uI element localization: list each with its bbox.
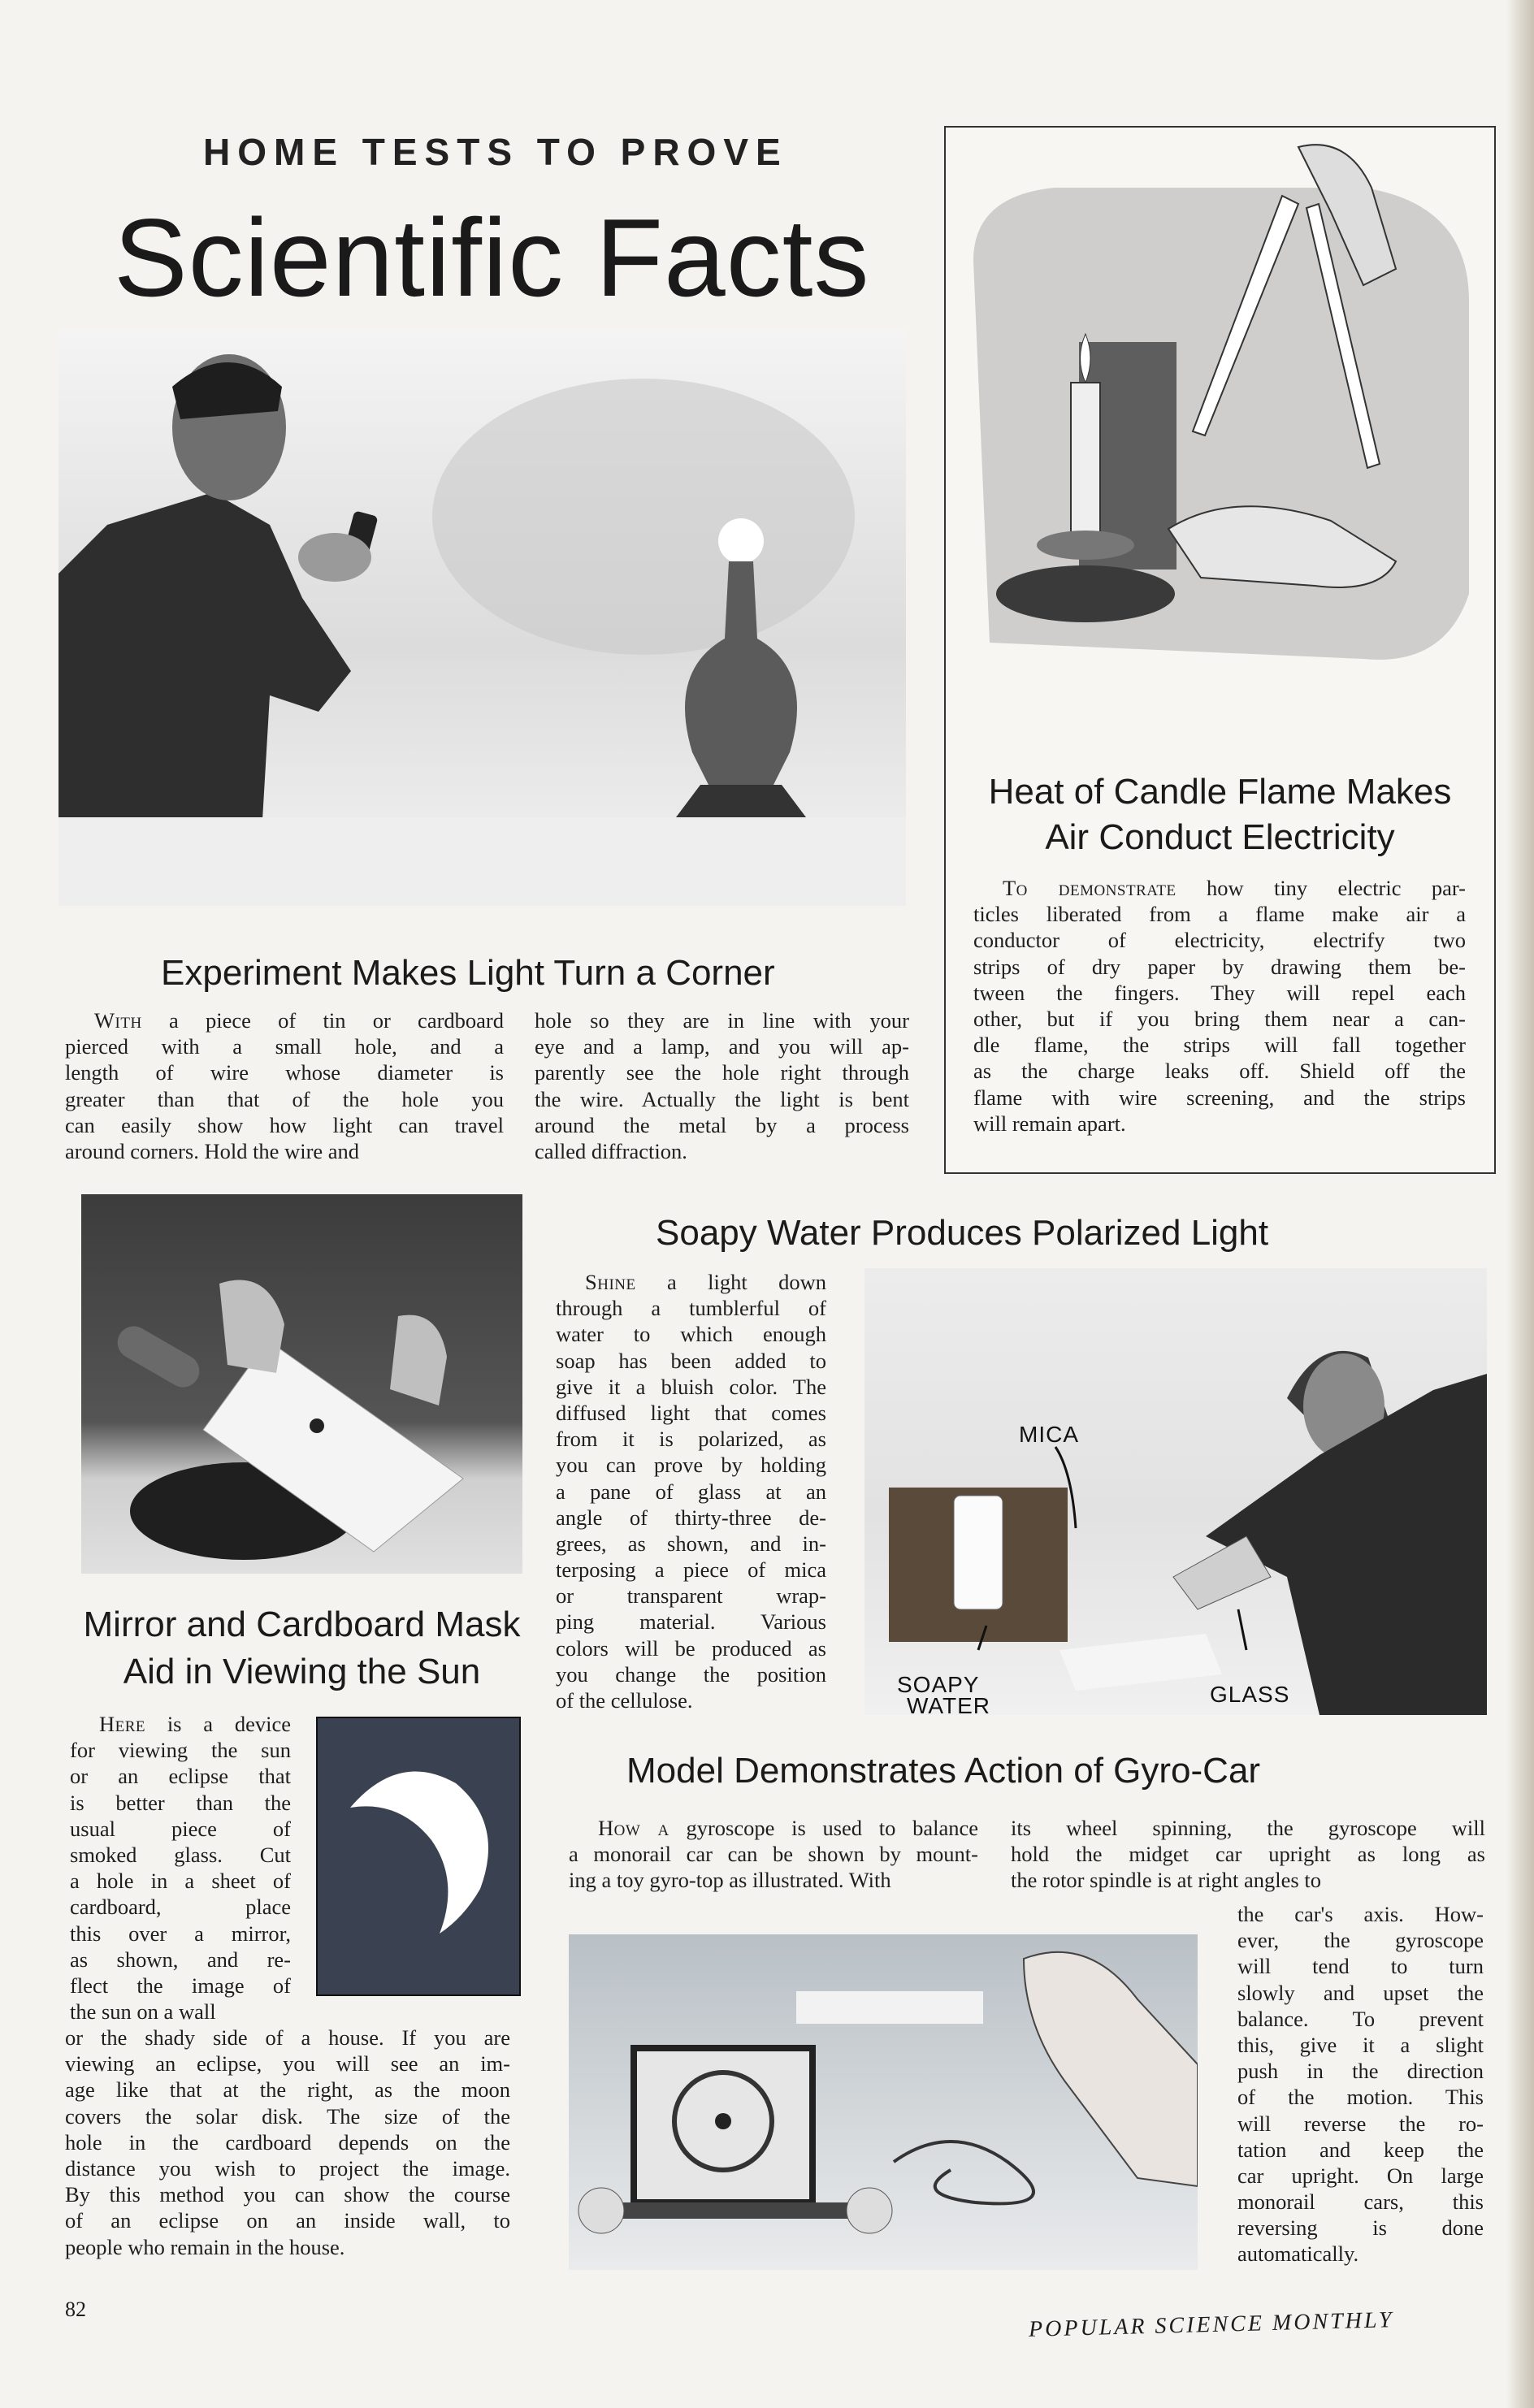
line-text: ing a toy gyro-top as illustrated. With [569,1868,891,1893]
label-soapy-water-2: WATER [907,1693,990,1715]
line-text: balance. To prevent [1237,2006,1484,2031]
lead-words: Here [99,1712,146,1736]
man-lamp-illustration [58,330,906,906]
text-line [973,875,1466,901]
line-text: hole so they are in line with your [535,1008,909,1033]
line-text: as the charge leaks off. Shield off the [973,1059,1466,1084]
text-line [556,1479,826,1505]
line-text: the wire. Actually the light is bent [535,1086,909,1111]
text-line [70,1737,291,1763]
article-kicker: HOME TESTS TO PROVE [203,131,788,173]
text-line [65,2129,510,2155]
line-text: how tiny electric par- [1176,876,1466,900]
line-text: you can prove by holding [556,1453,826,1478]
text-line [70,1816,291,1842]
line-text: monorail cars, this [1237,2189,1484,2215]
line-text: parently see the hole right through [535,1060,909,1085]
text-line [556,1348,826,1374]
line-text: length of wire whose diameter is [65,1060,504,1085]
text-line [65,2103,510,2129]
line-text: its wheel spinning, the gyroscope will [1011,1816,1485,1840]
light-corner-heading: Experiment Makes Light Turn a Corner [161,953,775,993]
line-text: for viewing the sun [70,1738,291,1763]
text-line [973,954,1466,980]
text-line [556,1374,826,1400]
text-line [65,2207,510,2233]
line-text: through a tumblerful of [556,1296,826,1321]
text-line [556,1400,826,1426]
text-line [65,1086,504,1112]
line-text: ticles liberated from a flame make air a [973,902,1466,927]
text-line [1237,2241,1484,2267]
text-line [1237,2058,1484,2084]
text-line [65,1033,504,1059]
text-line [973,1032,1466,1058]
line-text: hold the midget car upright as long as [1011,1842,1485,1867]
line-text: grees, as shown, and in- [556,1531,826,1556]
light-corner-body-col2 [535,1007,909,1164]
text-line [1237,2084,1484,2110]
text-line [65,1112,504,1138]
line-text: slowly and upset the [1237,1980,1484,2005]
line-text: a light down [635,1270,826,1294]
line-text: push in the direction [1237,2059,1484,2084]
line-text: this, give it a slight [1237,2032,1484,2057]
line-text: of the cellulose. [556,1688,693,1713]
line-text: will tend to turn [1237,1954,1484,1979]
text-line [556,1295,826,1321]
line-text: eye and a lamp, and you will ap- [535,1034,909,1059]
line-text: gyroscope is used to balance [669,1816,978,1840]
text-line [70,1868,291,1894]
line-text: smoked glass. Cut [70,1842,291,1867]
line-text: tation and keep the [1237,2137,1484,2162]
text-line [65,1007,504,1033]
soapy-body [556,1269,826,1713]
line-text: called diffraction. [535,1138,687,1163]
line-text: will remain apart. [973,1111,1126,1136]
text-line [556,1557,826,1583]
line-text: or transparent wrap- [556,1583,826,1609]
text-line [973,901,1466,927]
line-text: tween the fingers. They will repel each [973,980,1466,1005]
line-text: a pane of glass at an [556,1479,826,1504]
text-line [556,1452,826,1478]
line-text: is a device [145,1712,291,1736]
line-text: age like that at the right, as the moon [65,2077,510,2103]
text-line [569,1841,978,1867]
line-text: ping material. Various [556,1609,826,1635]
text-line [65,1138,504,1164]
photo-man-with-lamp [58,330,906,906]
text-line [569,1815,978,1841]
text-line [556,1687,826,1713]
text-line [1237,2137,1484,2163]
line-text: of an eclipse on an inside wall, to [65,2208,510,2233]
mirror-body-narrow [70,1711,291,2025]
text-line [65,2234,510,2260]
line-text: from it is polarized, as [556,1427,826,1452]
text-line [1237,1901,1484,1927]
light-corner-body-col1 [65,1007,504,1164]
text-line [70,1973,291,1999]
text-line [973,980,1466,1006]
mirror-body-wide [65,2025,510,2260]
line-text: or an eclipse that [70,1764,291,1789]
text-line [70,1999,291,2025]
text-line [70,1763,291,1789]
line-text: dle flame, the strips will fall together [973,1033,1466,1058]
line-text: greater than that of the hole you [65,1086,504,1111]
text-line [556,1635,826,1661]
text-line [70,1894,291,1920]
line-text: usual piece of [70,1816,291,1841]
text-line [556,1583,826,1609]
line-text: the car's axis. How- [1237,1902,1484,1926]
line-text: diffused light that comes [556,1400,826,1425]
text-line [70,1711,291,1737]
mirror-heading-line1: Mirror and Cardboard Mask [83,1605,521,1644]
line-text: the rotor spindle is at right angles to [1011,1868,1321,1893]
line-text: give it a bluish color. The [556,1374,826,1399]
label-glass: GLASS [1210,1682,1290,1707]
text-line [1237,1980,1484,2006]
candle-body [973,875,1466,1137]
text-line [1237,2215,1484,2241]
line-text: reversing is done [1237,2215,1484,2241]
text-line [535,1112,909,1138]
line-text: around corners. Hold the wire and [65,1138,360,1163]
crescent-sun-icon [318,1718,519,1994]
candle-illustration [957,139,1481,738]
text-line [535,1138,909,1164]
text-line [556,1321,826,1347]
line-text: By this method you can show the course [65,2182,510,2207]
line-text: terposing a piece of mica [556,1557,826,1583]
line-text: angle of thirty-three de- [556,1505,826,1530]
label-soapy-water-1: SOAPY [897,1672,980,1697]
photo-mirror-cardboard [81,1194,522,1574]
text-line [556,1609,826,1635]
text-line [556,1269,826,1295]
text-line [973,1085,1466,1111]
mirror-illustration [81,1194,522,1574]
line-text: ever, the gyroscope [1237,1928,1484,1953]
line-text: around the metal by a process [535,1112,909,1137]
text-line [535,1007,909,1033]
label-mica: MICA [1019,1422,1079,1447]
text-line [1237,2163,1484,2189]
text-line [65,2155,510,2181]
line-text: is better than the [70,1790,291,1815]
text-line [1011,1841,1485,1867]
illustration-candle-paper-strips [957,139,1481,738]
line-text: strips of dry paper by drawing them be- [973,954,1466,979]
line-text: as shown, and re- [70,1947,291,1972]
line-text: flame with wire screening, and the strips [973,1085,1466,1110]
text-line [569,1867,978,1893]
text-line [65,2077,510,2103]
line-text: soap has been added to [556,1348,826,1373]
text-line [1011,1867,1485,1893]
photo-polarized-light [864,1268,1487,1715]
lead-words: With [94,1008,142,1033]
line-text: flect the image of [70,1973,291,1998]
line-text: or the shady side of a house. If you are [65,2025,510,2050]
lead-words: To demonstrate [1003,876,1176,900]
text-line [70,1921,291,1947]
text-line [1237,1927,1484,1953]
magazine-name: POPULAR SCIENCE MONTHLY [1028,2307,1394,2342]
text-line [535,1059,909,1085]
line-text: pierced with a small hole, and a [65,1034,504,1059]
page-title: Scientific Facts [114,196,870,319]
text-line [1011,1815,1485,1841]
text-line [65,2181,510,2207]
text-line [556,1531,826,1557]
text-line [1237,2032,1484,2058]
soapy-heading: Soapy Water Produces Polarized Light [656,1213,1269,1253]
text-line [973,927,1466,953]
line-text: water to which enough [556,1322,826,1347]
mirror-heading-line2: Aid in Viewing the Sun [123,1652,481,1691]
eclipse-image [316,1717,521,1996]
candle-heading-line2: Air Conduct Electricity [1045,817,1395,857]
text-line [973,1111,1466,1137]
line-text: a hole in a sheet of [70,1869,291,1894]
line-text: of the motion. This [1237,2085,1484,2110]
line-text: automatically. [1237,2241,1359,2267]
text-line [65,2051,510,2077]
gyro-body-col2-bottom [1237,1901,1484,2267]
line-text: conductor of electricity, electrify two [973,928,1466,953]
text-line [973,1006,1466,1032]
text-line [65,1059,504,1085]
candle-heading-line1: Heat of Candle Flame Makes [988,772,1452,812]
line-text: a monorail car can be shown by mount- [569,1842,978,1867]
page-number: 82 [65,2298,86,2321]
text-line [70,1947,291,1973]
page-curl-edge [1506,0,1534,2408]
text-line [535,1033,909,1059]
line-text: this over a mirror, [70,1921,291,1946]
gyro-body-col2-top [1011,1815,1485,1894]
gyro-heading: Model Demonstrates Action of Gyro-Car [626,1751,1261,1791]
line-text: hole in the cardboard depends on the [65,2129,510,2155]
text-line [1237,1953,1484,1979]
gyro-body-col1 [569,1815,978,1894]
line-text: other, but if you bring them near a can- [973,1006,1466,1031]
polarized-illustration [864,1268,1487,1715]
gyro-car-illustration [569,1934,1198,2270]
lead-words: How a [598,1816,670,1840]
text-line [1237,2189,1484,2215]
line-text: covers the solar disk. The size of the [65,2103,510,2129]
line-text: car upright. On large [1237,2163,1484,2188]
text-line [1237,2111,1484,2137]
text-line [1237,2006,1484,2032]
line-text: will reverse the ro- [1237,2111,1484,2136]
text-line [556,1661,826,1687]
lead-words: Shine [585,1270,636,1294]
line-text: cardboard, place [70,1895,291,1920]
line-text: the sun on a wall [70,1999,216,2025]
line-text: a piece of tin or cardboard [141,1008,504,1033]
line-text: people who remain in the house. [65,2234,345,2259]
line-text: viewing an eclipse, you will see an im- [65,2051,510,2077]
line-text: distance you wish to project the image. [65,2155,510,2181]
text-line [65,2025,510,2051]
text-line [535,1086,909,1112]
photo-gyro-car-model [569,1934,1198,2270]
line-text: colors will be produced as [556,1635,826,1661]
line-text: you change the position [556,1661,826,1687]
text-line [70,1790,291,1816]
text-line [556,1505,826,1531]
text-line [556,1426,826,1452]
sidebar-box-candle [944,126,1496,1174]
line-text: can easily show how light can travel [65,1112,504,1137]
text-line [70,1842,291,1868]
text-line [973,1058,1466,1084]
